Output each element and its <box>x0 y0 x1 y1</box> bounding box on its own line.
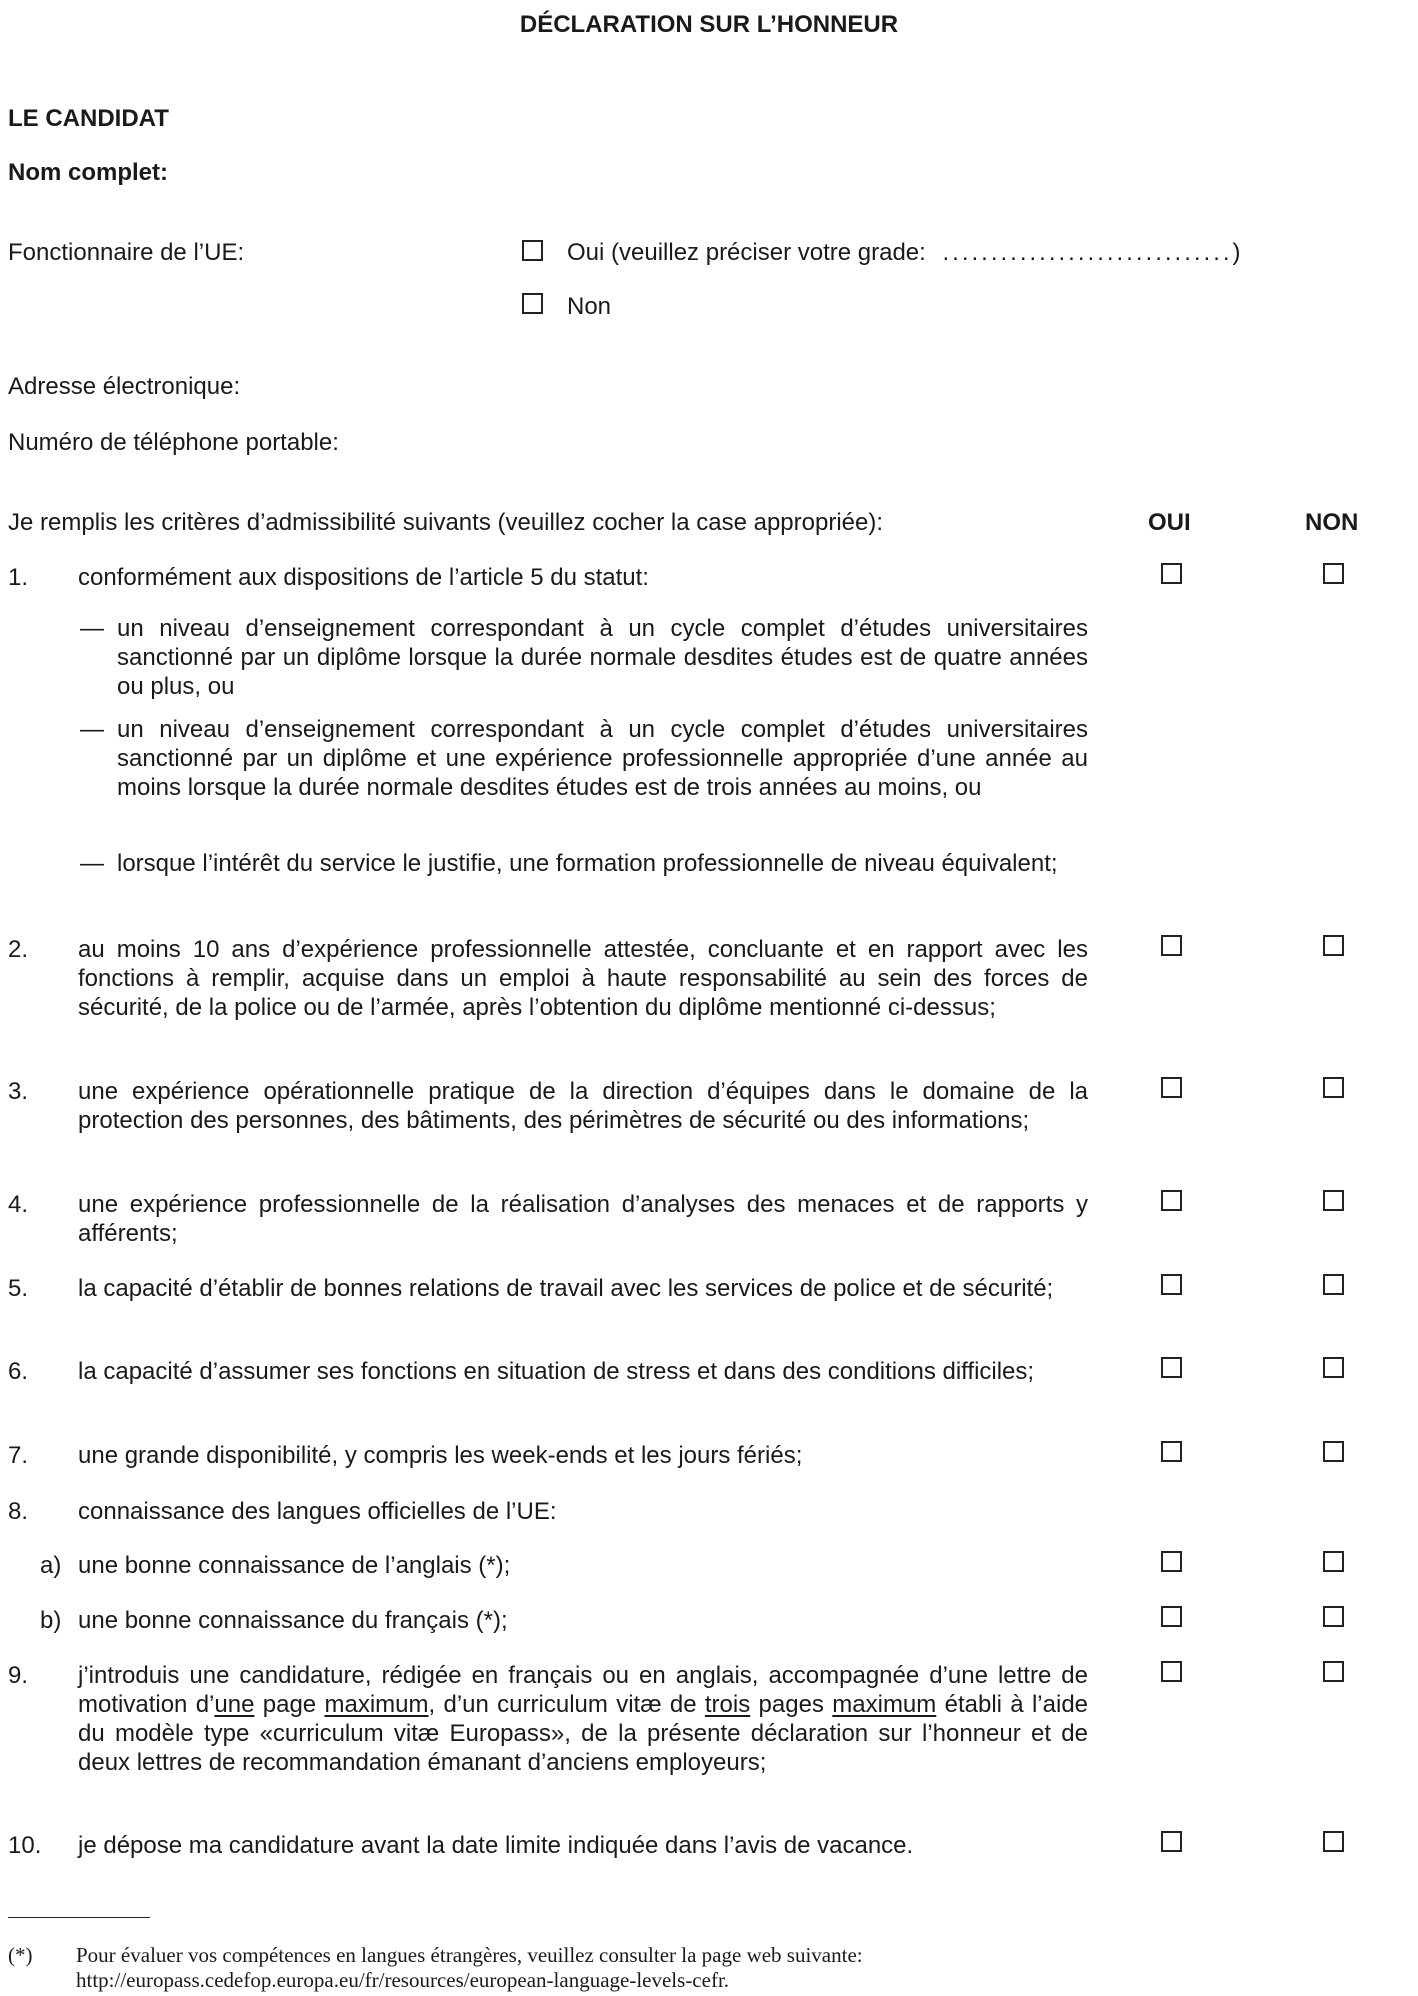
underlined-emphasis: une <box>214 1691 255 1718</box>
item-5-yes-checkbox[interactable] <box>1161 1274 1182 1295</box>
sub-item-text: un niveau d’enseignement correspondant à un cycle complet d’études universitaires sanctionné par un diplôme et une expérience professionnelle appropriée d’une année au moins lorsque la durée normale desdites études est de trois années au moins, ou <box>117 716 1088 801</box>
item-text: une expérience opérationnelle pratique de la direction d’équipes dans le domaine de la protection des personnes, des bâtiments, des périmètres de sécurité ou des informations; <box>78 1078 1088 1134</box>
item-number: 1. <box>8 564 29 591</box>
official-yes-close: ) <box>1232 239 1241 266</box>
dash-marker: — <box>80 716 104 743</box>
item-2-no-checkbox[interactable] <box>1323 935 1344 956</box>
col-no-header: NON <box>1305 509 1359 536</box>
item-9-yes-checkbox[interactable] <box>1161 1661 1182 1682</box>
item-6-no-checkbox[interactable] <box>1323 1357 1344 1378</box>
sub-item-text: un niveau d’enseignement correspondant à un cycle complet d’études universitaires sanctionné par un diplôme lorsque la durée normale desdites études est de quatre années ou plus, ou <box>117 615 1088 700</box>
sub-item-letter: a) <box>40 1552 62 1579</box>
item-text: conformément aux dispositions de l’article 5 du statut: <box>78 564 649 591</box>
official-no-label: Non <box>567 293 612 320</box>
underlined-emphasis: maximum <box>324 1691 429 1718</box>
item-7-no-checkbox[interactable] <box>1323 1441 1344 1462</box>
item-text: j’introduis une candidature, rédigée en français ou en anglais, accompagnée d’une lettre de motivation d’une page maximum, d’un curriculum vitæ de trois pages maximum établi à l’aide du modèle type «curriculum vitæ Europass», de la présente déclaration sur l’honneur et de deux lettres de recommandation émanant d’anciens employeurs; <box>78 1662 1089 1776</box>
underlined-emphasis: trois <box>704 1691 751 1718</box>
item-3-no-checkbox[interactable] <box>1323 1077 1344 1098</box>
item-number: 3. <box>8 1078 29 1105</box>
item-8a-yes-checkbox[interactable] <box>1161 1551 1182 1572</box>
col-yes-header: OUI <box>1148 509 1191 536</box>
official-no-checkbox[interactable] <box>522 293 543 314</box>
item-4-yes-checkbox[interactable] <box>1161 1190 1182 1211</box>
item-8b-no-checkbox[interactable] <box>1323 1606 1344 1627</box>
item-number: 10. <box>8 1832 42 1859</box>
item-number: 2. <box>8 936 29 963</box>
footnote-text: Pour évaluer vos compétences en langues étrangères, veuillez consulter la page web suivante: <box>76 1943 863 1967</box>
item-text: je dépose ma candidature avant la date limite indiquée dans l’avis de vacance. <box>78 1832 914 1859</box>
underlined-emphasis: maximum <box>832 1691 937 1718</box>
item-number: 5. <box>8 1275 29 1302</box>
item-3-yes-checkbox[interactable] <box>1161 1077 1182 1098</box>
item-1-no-checkbox[interactable] <box>1323 563 1344 584</box>
page-title: DÉCLARATION SUR L’HONNEUR <box>519 11 899 38</box>
item-text: une grande disponibilité, y compris les week-ends et les jours fériés; <box>78 1442 803 1469</box>
sub-item-letter: b) <box>40 1607 62 1634</box>
official-yes-checkbox[interactable] <box>522 240 543 261</box>
item-number: 9. <box>8 1662 29 1689</box>
official-yes-label: Oui (veuillez préciser votre grade: <box>567 239 926 266</box>
item-10-no-checkbox[interactable] <box>1323 1831 1344 1852</box>
item-text: connaissance des langues officielles de l’UE: <box>78 1498 557 1525</box>
sub-item-text: une bonne connaissance de l’anglais (*); <box>78 1552 511 1579</box>
email-label: Adresse électronique: <box>8 373 241 400</box>
grade-dotted-field[interactable]: .............................. <box>942 239 1233 266</box>
item-7-yes-checkbox[interactable] <box>1161 1441 1182 1462</box>
phone-label: Numéro de téléphone portable: <box>8 429 339 456</box>
criteria-intro: Je remplis les critères d’admissibilité suivants (veuillez cocher la case appropriée): <box>8 509 884 536</box>
item-text: au moins 10 ans d’expérience professionnelle attestée, concluante et en rapport avec les fonctions à remplir, acquise dans un emploi à haute responsabilité au sein des forces de sécurité, de la police ou de l’armée, après l’obtention du diplôme mentionné ci-dessus; <box>78 936 1088 1021</box>
official-yes-option <box>567 238 1241 267</box>
sub-item-text: lorsque l’intérêt du service le justifie, une formation professionnelle de niveau équivalent; <box>117 850 1058 877</box>
item-number: 6. <box>8 1358 29 1385</box>
footnote-rule <box>8 1917 150 1918</box>
dash-marker: — <box>80 850 104 877</box>
item-10-yes-checkbox[interactable] <box>1161 1831 1182 1852</box>
item-8a-no-checkbox[interactable] <box>1323 1551 1344 1572</box>
item-text: la capacité d’établir de bonnes relations de travail avec les services de police et de sécurité; <box>78 1275 1054 1302</box>
full-name-label: Nom complet: <box>8 159 169 186</box>
item-6-yes-checkbox[interactable] <box>1161 1357 1182 1378</box>
item-5-no-checkbox[interactable] <box>1323 1274 1344 1295</box>
item-text: la capacité d’assumer ses fonctions en situation de stress et dans des conditions difficiles; <box>78 1358 1035 1385</box>
dash-marker: — <box>80 615 104 642</box>
item-9-no-checkbox[interactable] <box>1323 1661 1344 1682</box>
item-number: 8. <box>8 1498 29 1525</box>
item-4-no-checkbox[interactable] <box>1323 1190 1344 1211</box>
item-number: 7. <box>8 1442 29 1469</box>
sub-item-text: une bonne connaissance du français (*); <box>78 1607 508 1634</box>
item-text: une expérience professionnelle de la réalisation d’analyses des menaces et de rapports y afférents; <box>78 1191 1088 1247</box>
item-8b-yes-checkbox[interactable] <box>1161 1606 1182 1627</box>
item-1-yes-checkbox[interactable] <box>1161 563 1182 584</box>
item-number: 4. <box>8 1191 29 1218</box>
footnote-link[interactable]: http://europass.cedefop.europa.eu/fr/resources/european-language-levels-cefr. <box>76 1968 730 1992</box>
footnote-mark: (*) <box>8 1943 33 1967</box>
candidate-heading: LE CANDIDAT <box>8 105 169 132</box>
item-2-yes-checkbox[interactable] <box>1161 935 1182 956</box>
official-label: Fonctionnaire de l’UE: <box>8 239 245 266</box>
